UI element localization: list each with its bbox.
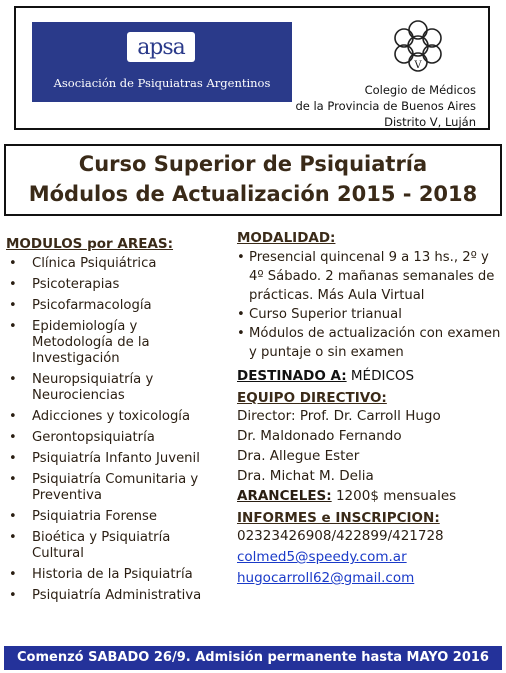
email-link-hugocarroll[interactable]: hugocarroll62@gmail.com	[237, 570, 415, 586]
list-item: • Psiquiatria Forense	[6, 509, 238, 525]
destinado-label: DESTINADO A:	[237, 368, 347, 384]
list-item: • Clínica Psiquiátrica	[6, 256, 238, 272]
informes-heading: INFORMES e INSCRIPCION:	[237, 510, 440, 526]
list-item: • Historia de la Psiquiatría	[6, 567, 238, 583]
modulos-section	[6, 236, 238, 609]
list-item: • Psiquiatría Infanto Juvenil	[6, 451, 238, 467]
equipo-member: Director: Prof. Dr. Carroll Hugo	[237, 408, 441, 424]
apsa-logo	[127, 32, 195, 62]
apsa-name: Asociación de Psiquiatras Argentinos	[53, 76, 271, 90]
equipo-heading: EQUIPO DIRECTIVO:	[237, 390, 387, 406]
colegio-logo-icon	[386, 16, 450, 80]
modalidad-heading: MODALIDAD:	[237, 230, 336, 246]
colegio-name	[295, 82, 476, 130]
list-item: • Gerontopsiquiatría	[6, 430, 238, 446]
list-item: • Curso Superior trianual	[237, 305, 503, 324]
footer-banner: Comenzó SABADO 26/9. Admisión permanente hasta MAYO 2016	[4, 646, 502, 670]
header-box	[14, 6, 490, 130]
colegio-logo-letter: V	[414, 60, 422, 71]
colegio-line-3: Distrito V, Luján	[384, 115, 476, 129]
list-item: • Módulos de actualización con examen y puntaje o sin examen	[237, 324, 503, 362]
aranceles-row	[237, 486, 503, 506]
contact-phones: 02323426908/422899/421728	[237, 528, 444, 544]
modalidad-list	[237, 248, 503, 362]
modulos-heading: MODULOS por AREAS:	[6, 236, 174, 252]
info-section	[237, 230, 503, 588]
destinado-value: MÉDICOS	[350, 368, 415, 384]
course-subtitle: Módulos de Actualización 2015 - 2018	[28, 182, 478, 206]
title-box	[4, 144, 502, 216]
equipo-member: Dr. Maldonado Fernando	[237, 428, 402, 444]
apsa-logo-text: apsa	[137, 34, 185, 60]
list-item: • Psicoterapias	[6, 277, 238, 293]
list-item: • Psicofarmacología	[6, 298, 238, 314]
destinado-row	[237, 368, 503, 384]
list-item: • Psiquiatría Comunitaria y Preventiva	[6, 472, 232, 504]
list-item: • Epidemiología y Metodología de la Investigación	[6, 319, 172, 367]
list-item: • Neuropsiquiatría y Neurociencias	[6, 372, 182, 404]
aranceles-value: 1200$ mensuales	[335, 488, 457, 504]
list-item: • Adicciones y toxicología	[6, 409, 238, 425]
aranceles-label: ARANCELES:	[237, 488, 332, 504]
email-link-colmed[interactable]: colmed5@speedy.com.ar	[237, 549, 407, 565]
apsa-banner	[32, 22, 292, 102]
list-item: • Presencial quincenal 9 a 13 hs., 2º y 4º Sábado. 2 mañanas semanales de prácticas. Más Aula Virtual	[237, 248, 503, 305]
colegio-line-1: Colegio de Médicos	[364, 83, 476, 97]
equipo-member: Dra. Allegue Ester	[237, 448, 360, 464]
list-item: • Bioética y Psiquiatría Cultural	[6, 530, 202, 562]
equipo-member: Dra. Michat M. Delia	[237, 468, 374, 484]
colegio-line-2: de la Provincia de Buenos Aires	[295, 99, 476, 113]
modulos-list	[6, 256, 238, 604]
list-item: • Psiquiatría Administrativa	[6, 588, 238, 604]
course-title: Curso Superior de Psiquiatría	[78, 152, 428, 176]
